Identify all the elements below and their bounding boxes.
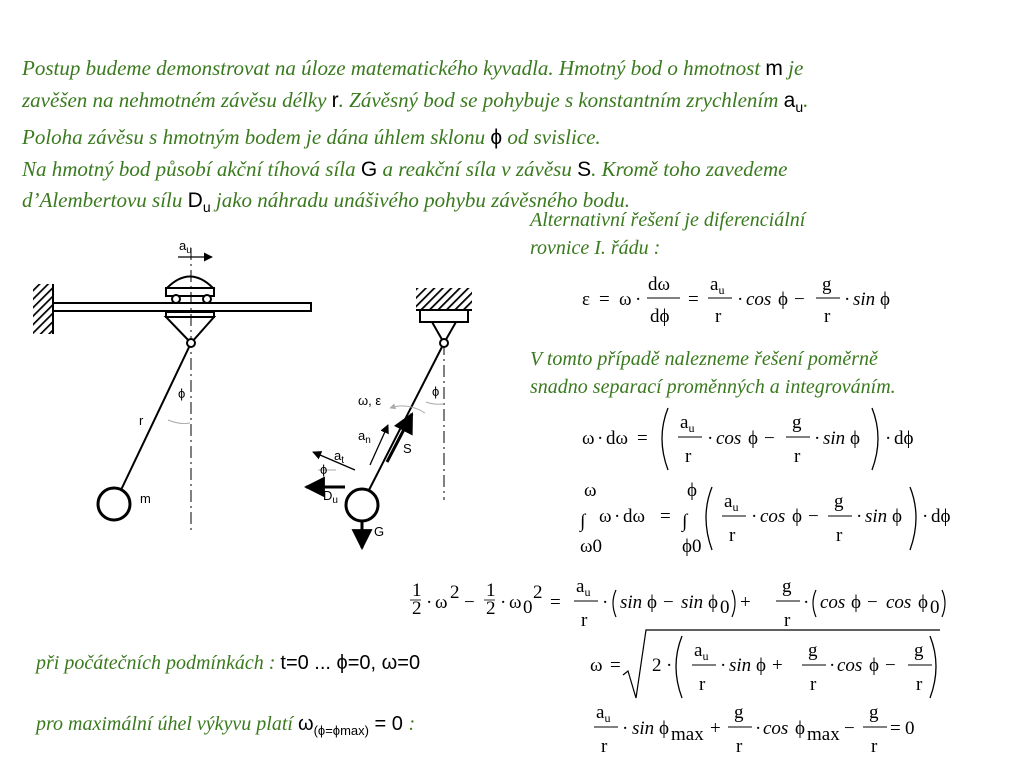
eq-equals: = <box>688 289 699 310</box>
eq-minus: − <box>794 289 805 310</box>
eq-r: r <box>916 674 923 695</box>
eq-r: r <box>699 674 706 695</box>
eq-phi: ϕ <box>778 289 789 310</box>
paren-right <box>732 590 735 617</box>
eq-g: g <box>869 702 879 723</box>
paren-right <box>910 487 916 550</box>
int-lower-phi0: ϕ0 <box>682 536 702 557</box>
equation-3 <box>579 480 951 557</box>
alt-line-2: rovnice I. řádu : <box>530 237 661 259</box>
eq-minus: − <box>764 428 775 449</box>
eq-g: g <box>808 640 818 661</box>
symbol-m: m <box>765 57 783 80</box>
paren-left <box>676 636 682 698</box>
eq-au: $a_u$ <box>576 576 591 599</box>
equation-5 <box>590 630 940 698</box>
eq-dphi: dϕ <box>931 506 951 527</box>
symbol-u-sub: u <box>795 98 804 115</box>
max-angle-colon: : <box>408 713 416 735</box>
intro-text: od svislice. <box>502 125 601 150</box>
eq-au: $a_u$ <box>680 412 695 435</box>
eq-equals: = <box>610 655 621 676</box>
eq-minus: − <box>808 506 819 527</box>
eq-omega: ω <box>599 506 612 527</box>
half-num: 1 <box>486 580 496 601</box>
eq-r: r <box>736 736 743 757</box>
eq-omega: ω <box>590 655 603 676</box>
eq-r: r <box>601 736 608 757</box>
exp-2: 2 <box>450 582 460 603</box>
intro-text: Na hmotný bod působí akční tíhová síla <box>22 156 361 181</box>
intro-text: Postup budeme demonstrovat na úloze matematického kyvadla. Hmotný bod o hmotnost <box>22 56 766 80</box>
label-S: S <box>403 441 412 456</box>
eq-sin: sin <box>823 428 846 449</box>
eq-dot: · <box>829 655 836 676</box>
eq-g: g <box>734 702 744 723</box>
eq-cos: cos <box>760 506 786 527</box>
intro-text: . <box>803 87 809 112</box>
eq-dphi: dϕ <box>650 306 670 327</box>
eq-dot: · <box>751 506 758 527</box>
paren-left <box>613 590 616 617</box>
eq-phi: ϕ <box>892 506 903 527</box>
intro-text: . Závěsný bod se pohybuje s konstantním zrychlením <box>338 87 784 112</box>
eq-sin: sin <box>865 506 888 527</box>
eq-dot: · <box>720 655 727 676</box>
eq-domega: dω <box>648 274 671 295</box>
eq-g: g <box>914 640 924 661</box>
eq-dot: · <box>885 428 892 449</box>
symbol-r: r <box>331 88 339 112</box>
label-at: $a_t$ <box>334 448 345 466</box>
eq-dot: · <box>666 655 673 676</box>
sub-max: max <box>807 724 840 745</box>
intro-text: zavěšen na nehmotném závěsu délky <box>22 87 332 112</box>
eq-plus: + <box>710 718 721 739</box>
eq-r: r <box>685 446 692 467</box>
eq-r: r <box>784 610 791 631</box>
integral-sign: ∫ <box>682 511 688 532</box>
eq-dot: · <box>597 428 604 449</box>
eq-dot: · <box>755 718 762 739</box>
eq-sin: sin <box>853 289 876 310</box>
symbol-D: D <box>187 189 203 213</box>
conditions-label: při počátečních podmínkách <box>36 652 264 674</box>
equation-2 <box>582 408 914 470</box>
intro-text: d’Alembertovu sílu <box>22 188 188 213</box>
eq-dot: · <box>856 506 863 527</box>
paren-right <box>872 408 878 470</box>
eq-dot: · <box>622 718 629 739</box>
eq-zero: 0 <box>905 718 915 739</box>
eq-omega: ω <box>435 592 448 613</box>
eq-minus: − <box>663 592 674 613</box>
eq-cos: cos <box>837 655 863 676</box>
eq-eps: ε <box>582 289 590 310</box>
eq-phi: ϕ <box>918 592 929 613</box>
eq-phi: ϕ <box>647 592 658 613</box>
eq-g: g <box>834 491 844 512</box>
intro-text: je <box>782 56 804 80</box>
eq-phi: ϕ <box>659 718 670 739</box>
paren-right <box>930 636 936 698</box>
eq-au: $a_u$ <box>596 702 611 725</box>
vtom-line-1: V tomto případě nalezneme řešení poměrně <box>530 348 878 370</box>
eq-equals: = <box>550 592 561 613</box>
int-upper-phi: ϕ <box>687 480 698 501</box>
eq-phi: ϕ <box>850 428 861 449</box>
eq-sin: sin <box>632 718 655 739</box>
sub-0: 0 <box>720 597 730 618</box>
label-phi-3: ϕ <box>320 462 328 477</box>
eq-au: $a_u$ <box>710 274 725 297</box>
eq-cos: cos <box>746 289 772 310</box>
eq-cos: cos <box>820 592 846 613</box>
label-Du: $D_u$ <box>323 488 338 506</box>
eq-plus: + <box>772 655 783 676</box>
eq-phi: ϕ <box>880 289 891 310</box>
eq-phi: ϕ <box>869 655 880 676</box>
sub-max: max <box>671 724 704 745</box>
eq-dot: · <box>426 592 433 613</box>
label-r: r <box>139 413 144 428</box>
eq-phi: ϕ <box>795 718 806 739</box>
paren-right <box>942 590 945 617</box>
omega-symbol: ω <box>297 713 314 735</box>
half-den: 2 <box>486 598 496 619</box>
symbol-u-sub: u <box>202 199 211 216</box>
eq-equals: = <box>599 289 610 310</box>
eq-equals: = <box>660 506 671 527</box>
eq-g: g <box>782 576 792 597</box>
eq-minus: − <box>464 592 475 613</box>
eq-g: g <box>792 412 802 433</box>
eq-r: r <box>729 525 736 546</box>
label-omega-eps: ω, ε <box>358 393 382 408</box>
sub-0: 0 <box>523 597 533 618</box>
label-an: $a_n$ <box>358 428 371 446</box>
eq-minus: − <box>885 655 896 676</box>
half-num: 1 <box>412 580 422 601</box>
eq-domega: dω <box>606 428 629 449</box>
intro-text: Poloha závěsu s hmotným bodem je dána úhlem sklonu <box>22 125 491 150</box>
label-m: m <box>140 491 151 506</box>
eq-2: 2 <box>652 655 662 676</box>
label-phi: ϕ <box>178 386 186 401</box>
eq-omega: ω <box>582 428 595 449</box>
label-phi-2: ϕ <box>432 384 440 399</box>
eq-dot: · <box>635 289 642 310</box>
eq-r: r <box>581 610 588 631</box>
eq-phi: ϕ <box>748 428 759 449</box>
eq-sin: sin <box>620 592 643 613</box>
eq-r: r <box>810 674 817 695</box>
eq-dot: · <box>803 592 810 613</box>
alt-line-1: Alternativní řešení je diferenciální <box>530 209 806 231</box>
eq-r: r <box>715 306 722 327</box>
paren-left <box>706 487 712 550</box>
eq-phi: ϕ <box>708 592 719 613</box>
eq-dot: · <box>500 592 507 613</box>
eq-equals: = <box>637 428 648 449</box>
label-G: G <box>374 524 385 539</box>
conditions-value: t=0 ... ϕ=0, ω=0 <box>280 652 421 674</box>
eq-cos: cos <box>886 592 912 613</box>
eq-phi: ϕ <box>851 592 862 613</box>
eq-dphi: dϕ <box>894 428 914 449</box>
eq-omega: ω <box>619 289 632 310</box>
exp-2: 2 <box>533 582 543 603</box>
eq-dot: · <box>614 506 621 527</box>
paren-left <box>662 408 668 470</box>
eq-r: r <box>824 306 831 327</box>
label-au: $a_u$ <box>179 238 192 256</box>
eq-sin: sin <box>681 592 704 613</box>
eq-domega: dω <box>623 506 646 527</box>
omega-subscript: (ϕ=ϕmax) <box>313 723 369 738</box>
vtom-line-2: snadno separací proměnných a integrováním. <box>530 376 896 398</box>
eq-equals: = <box>890 718 901 739</box>
eq-dot: · <box>707 428 714 449</box>
half-den: 2 <box>412 598 422 619</box>
symbol-a: a <box>783 88 796 112</box>
eq-dot: · <box>737 289 744 310</box>
intro-text: a reakční síla v závěsu <box>377 156 578 181</box>
eq-minus: − <box>844 718 855 739</box>
eq-omega: ω <box>509 592 522 613</box>
symbol-S: S <box>577 157 592 181</box>
equation-1 <box>582 274 890 327</box>
eq-r: r <box>836 525 843 546</box>
eq-phi: ϕ <box>792 506 803 527</box>
eq-au: $a_u$ <box>694 640 709 663</box>
eq-sin: sin <box>729 655 752 676</box>
eq-au: $a_u$ <box>724 491 739 514</box>
eq-phi: ϕ <box>756 655 767 676</box>
equation-6 <box>594 702 915 757</box>
equation-4 <box>410 576 945 631</box>
int-lower-omega0: ω0 <box>580 536 603 557</box>
max-angle-value: = 0 <box>368 713 409 735</box>
eq-dot: · <box>814 428 821 449</box>
intro-text: . Kromě toho zavedeme <box>591 156 788 181</box>
eq-dot: · <box>602 592 609 613</box>
eq-plus: + <box>740 592 751 613</box>
conditions-colon: : <box>263 652 281 674</box>
eq-r: r <box>794 446 801 467</box>
sub-0: 0 <box>930 597 940 618</box>
eq-cos: cos <box>716 428 742 449</box>
eq-dot: · <box>844 289 851 310</box>
eq-g: g <box>822 274 832 295</box>
eq-cos: cos <box>763 718 789 739</box>
intro-text: jako náhradu unášivého pohybu závěsného bodu. <box>210 188 630 213</box>
integral-sign: ∫ <box>580 511 586 532</box>
eq-r: r <box>871 736 878 757</box>
symbol-phi: ϕ <box>490 126 503 150</box>
max-angle-label: pro maximální úhel výkyvu platí <box>36 713 298 735</box>
paren-left <box>813 590 816 617</box>
eq-minus: − <box>867 592 878 613</box>
int-upper-omega: ω <box>584 480 597 501</box>
eq-dot: · <box>922 506 929 527</box>
symbol-G: G <box>360 157 378 181</box>
